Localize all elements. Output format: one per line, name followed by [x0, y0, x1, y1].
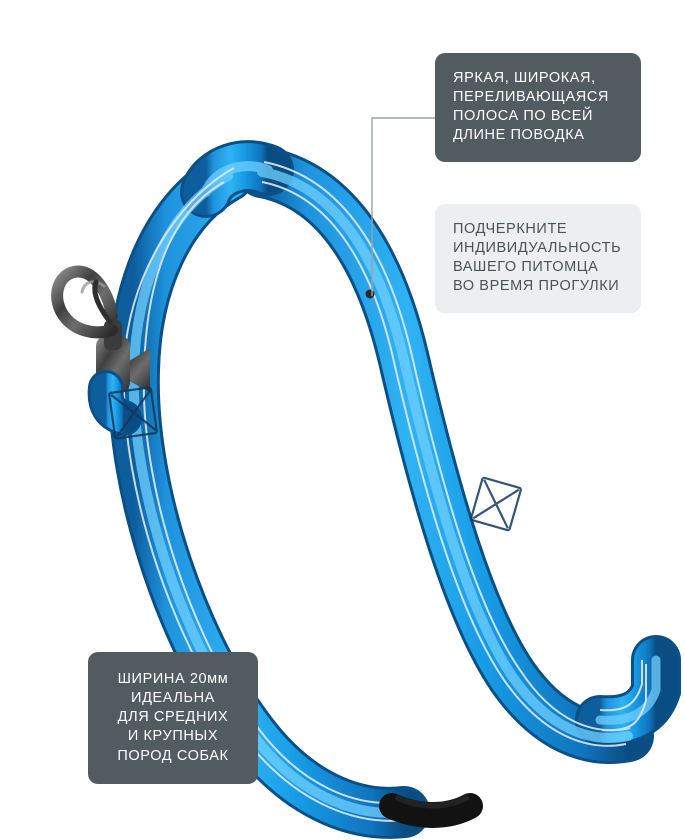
callout-bright-stripe-line-3: ПОЛОСА ПО ВСЕЙ — [453, 108, 594, 125]
callout-individuality-line-1: ПОДЧЕРКНИТЕ — [453, 221, 568, 237]
callout-width — [88, 652, 258, 784]
callout-width-line-3: ДЛЯ СРЕДНИХ — [117, 709, 229, 726]
callout-width-line-2: ИДЕАЛЬНА — [131, 690, 215, 707]
callout-individuality-line-3: ВАШЕГО ПИТОМЦА — [453, 259, 599, 276]
leash-bottom-tip — [392, 798, 470, 815]
callout-width-line-5: ПОРОД СОБАК — [117, 747, 229, 764]
callout-bright-stripe-line-1: ЯРКАЯ, ШИРОКАЯ, — [453, 70, 596, 86]
callout-bright-stripe — [435, 53, 641, 162]
callout-individuality — [435, 204, 641, 313]
callout-individuality-line-4: ВО ВРЕМЯ ПРОГУЛКИ — [453, 278, 620, 295]
callout-individuality-line-2: ИНДИВИДУАЛЬНОСТЬ — [453, 240, 622, 257]
callout-width-line-4: И КРУПНЫХ — [127, 728, 219, 745]
callout-width-line-1: ШИРИНА 20мм — [117, 671, 229, 687]
callout-anchor-dot — [366, 290, 375, 299]
callout-bright-stripe-line-2: ПЕРЕЛИВАЮЩАЯСЯ — [453, 89, 609, 106]
callout-bright-stripe-line-4: ДЛИНЕ ПОВОДКА — [453, 127, 585, 144]
box-stitch-lower — [471, 477, 522, 530]
